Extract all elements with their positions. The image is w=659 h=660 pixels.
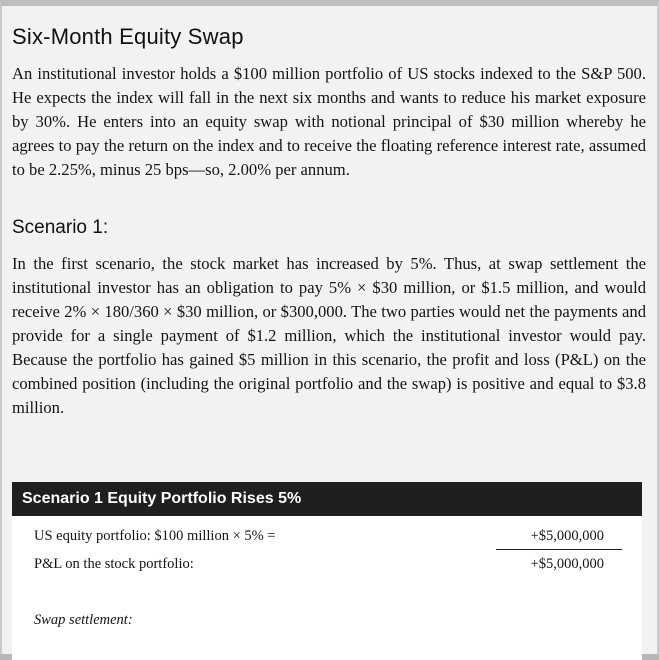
- table-row-label: P&L on the stock portfolio:: [34, 556, 194, 572]
- table-body: [12, 516, 642, 660]
- document-content: [2, 12, 657, 654]
- scenario-heading: Scenario 1:: [12, 217, 109, 238]
- scenario-paragraph: In the first scenario, the stock market has increased by 5%. Thus, at swap settlement the institutional investor has an obligation to pay 5% × $30 million, or $1.5 million, and would receive 2% × 180/360 × $30 million, or $300,000. The two parties would net the payments and provide for a single payment of $1.2 million, which the institutional investor would pay. Because the portfolio has gained $5 million in this scenario, the profit and loss (P&L) on the combined position (including the original portfolio and the swap) is positive and equal to $3.8 million.: [12, 254, 646, 417]
- table-row-value: +$5,000,000: [530, 528, 604, 544]
- table-row-label: US equity portfolio: $100 million × 5% =: [34, 528, 276, 544]
- table-row-value: +$5,000,000: [530, 556, 604, 572]
- sum-divider: [496, 549, 622, 550]
- intro-paragraph: An institutional investor holds a $100 million portfolio of US stocks indexed to the S&P 500. He expects the index will fall in the next six months and wants to reduce his market exposure by 30%. He enters into an equity swap with notional principal of $30 million whereby he agrees to pay the return on the index and to receive the floating reference interest rate, assumed to be 2.25%, minus 25 bps—so, 2.00% per annum.: [12, 64, 646, 179]
- table-row-label: Swap settlement:: [34, 612, 133, 628]
- document-title: Six-Month Equity Swap: [12, 24, 244, 49]
- table-header: Scenario 1 Equity Portfolio Rises 5%: [12, 482, 642, 516]
